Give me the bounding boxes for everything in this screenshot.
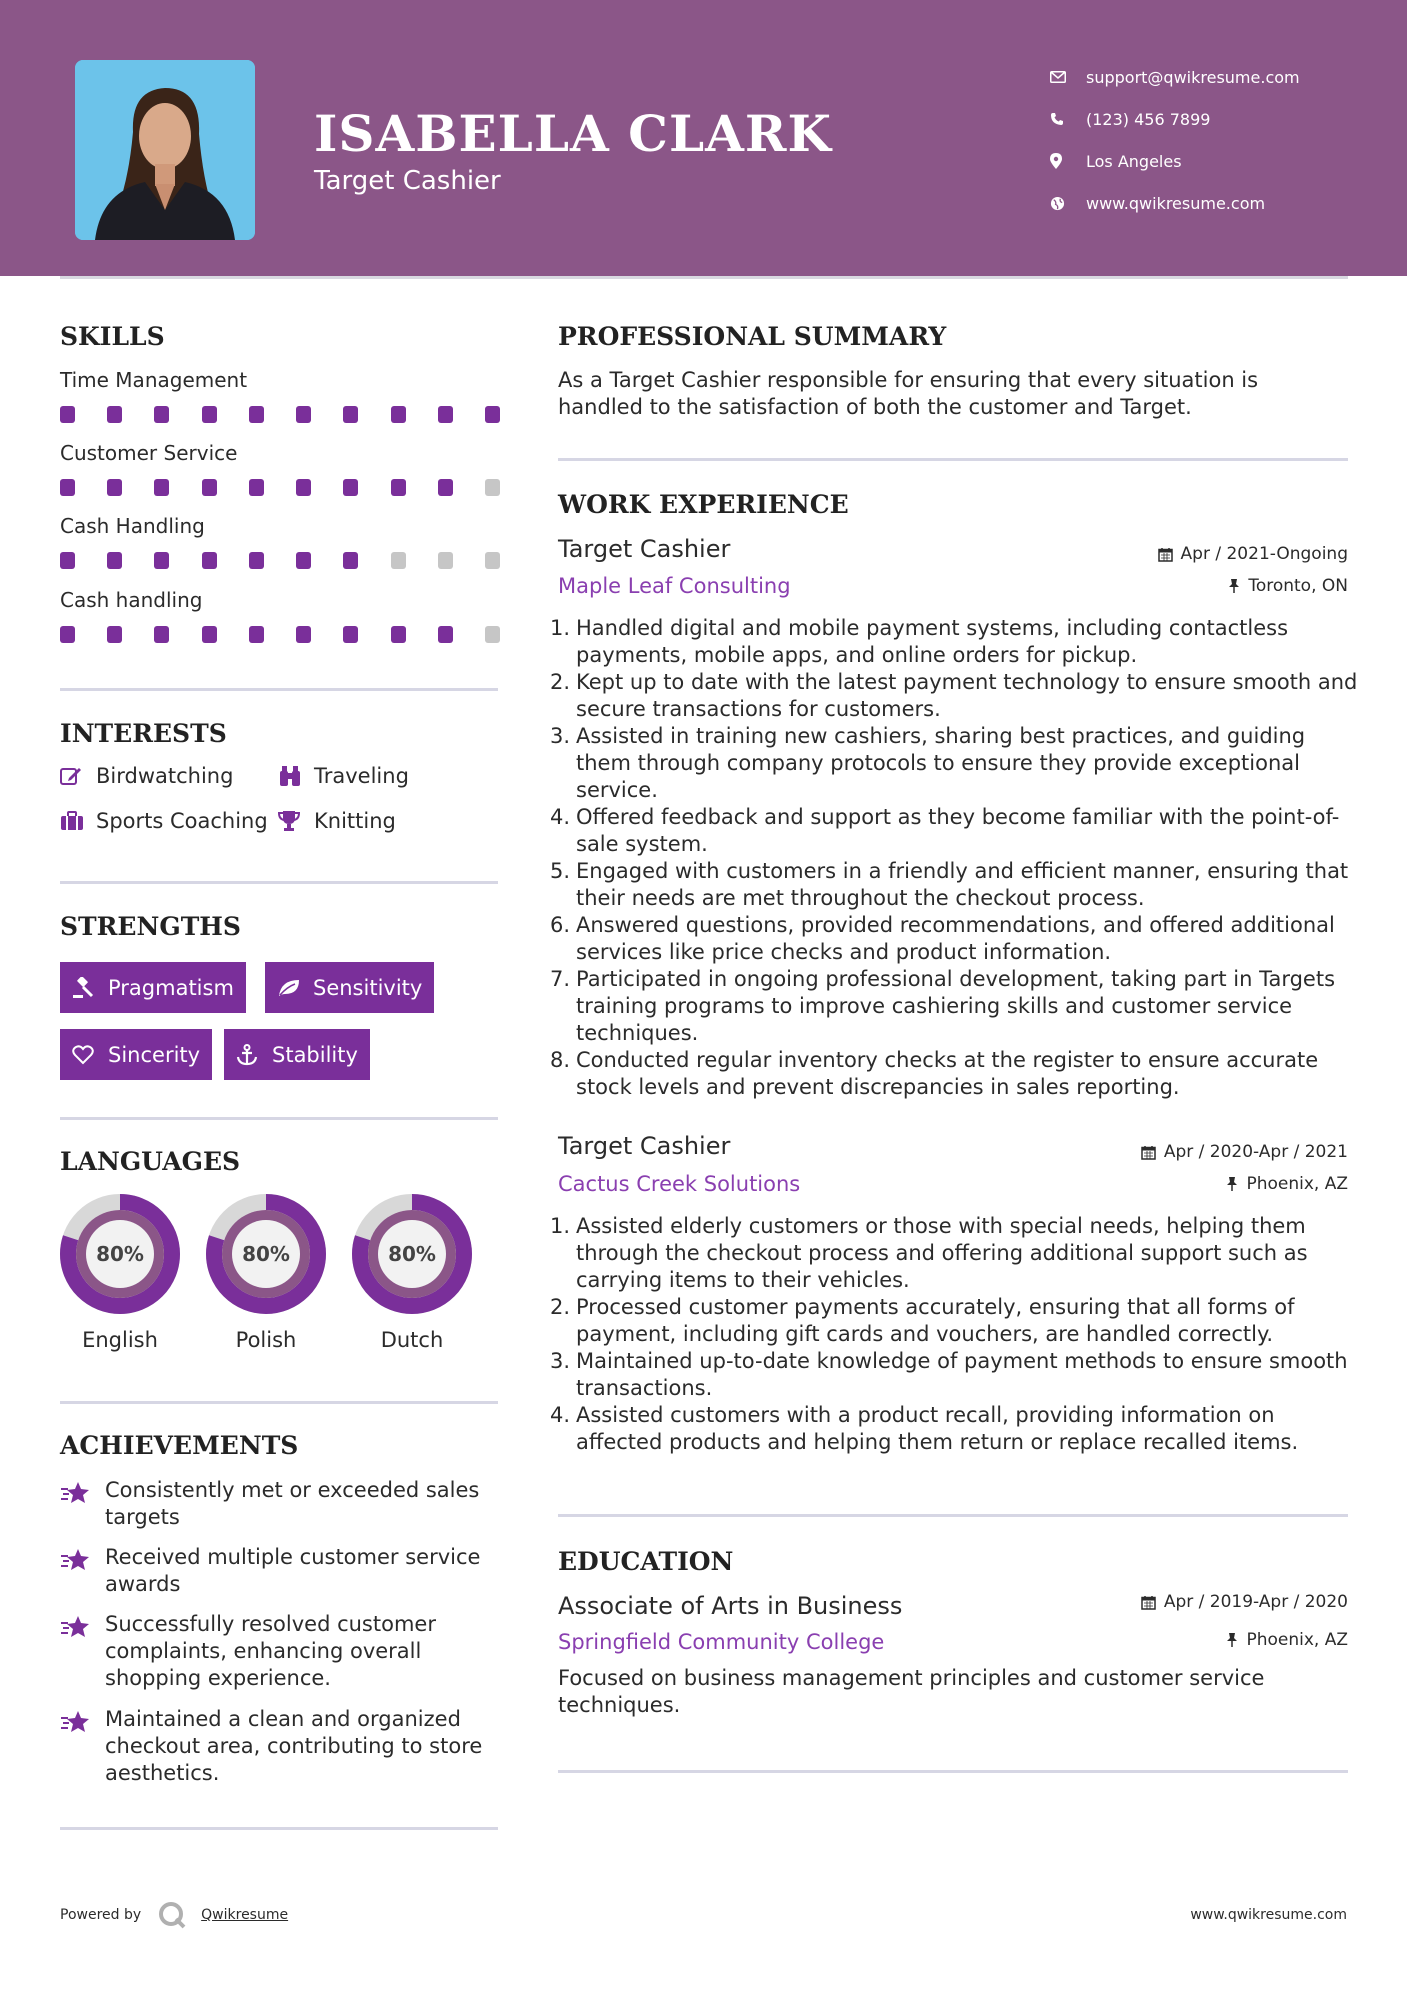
job-bullet — [550, 1294, 1358, 1348]
interest-item — [278, 764, 409, 788]
bullet-number: 6. — [550, 913, 571, 937]
bullet-number: 7. — [550, 967, 571, 991]
contact-website-text: www.qwikresume.com — [1086, 193, 1266, 213]
education-dates — [1141, 1592, 1348, 1612]
job-dates — [1158, 544, 1348, 564]
skill-rating-dot — [60, 479, 75, 496]
bullet-text: Assisted customers with a product recall, providing information on affected products and helping them return or replace recalled items. — [576, 1403, 1299, 1454]
education-heading: EDUCATION — [558, 1547, 734, 1576]
education-degree: Associate of Arts in Business — [558, 1592, 903, 1620]
contact-location — [1050, 140, 1300, 182]
bullet-number: 5. — [550, 859, 571, 883]
education-location — [1226, 1630, 1348, 1650]
bullet-text: Assisted in training new cashiers, sharing best practices, and guiding them through company protocols to ensure they provide exceptional service. — [576, 724, 1306, 802]
bullet-number: 3. — [550, 1349, 571, 1373]
interest-label: Sports Coaching — [96, 809, 268, 833]
interest-item — [60, 764, 233, 788]
strengths-heading: STRENGTHS — [60, 912, 241, 941]
skill-rating-dot — [202, 479, 217, 496]
skill-item — [60, 514, 500, 569]
skill-rating-dot — [485, 626, 500, 643]
candidate-title: Target Cashier — [314, 166, 501, 196]
phone-icon — [1050, 112, 1086, 126]
bullet-text: Kept up to date with the latest payment technology to ensure smooth and secure transactions for customers. — [576, 670, 1358, 721]
skill-rating-dot — [107, 626, 122, 643]
contact-website[interactable] — [1050, 182, 1300, 224]
skill-rating-dot — [249, 552, 264, 569]
strength-tag — [265, 962, 434, 1013]
job-location — [1228, 576, 1348, 596]
skill-label: Time Management — [60, 368, 248, 392]
education-description: Focused on business management principles and customer service techniques. — [558, 1666, 1265, 1717]
job-bullet — [550, 966, 1358, 1047]
language-name: Polish — [235, 1328, 297, 1352]
achievement-item — [60, 1477, 500, 1531]
powered-by-text: Powered by — [60, 1907, 142, 1923]
skill-rating — [60, 479, 500, 496]
skill-rating-dot — [391, 626, 406, 643]
skill-rating-dot — [60, 626, 75, 643]
pushpin-icon — [1226, 1632, 1238, 1648]
job-location-text: Phoenix, AZ — [1246, 1174, 1348, 1194]
skill-rating-dot — [438, 406, 453, 423]
skill-label: Cash handling — [60, 588, 203, 612]
skill-rating-dot — [343, 626, 358, 643]
job-location-text: Toronto, ON — [1248, 576, 1348, 596]
skill-item — [60, 588, 500, 643]
skill-rating-dot — [60, 552, 75, 569]
contact-list — [1050, 56, 1300, 224]
pushpin-icon — [1228, 578, 1240, 594]
skill-rating-dot — [438, 626, 453, 643]
binoculars-icon — [278, 765, 314, 787]
language-item — [58, 1192, 182, 1352]
skill-rating-dot — [107, 552, 122, 569]
calendar-icon — [1141, 1595, 1156, 1610]
profile-photo — [75, 60, 255, 240]
skill-rating — [60, 552, 500, 569]
achievement-item — [60, 1611, 500, 1692]
skill-rating-dot — [391, 406, 406, 423]
skill-rating-dot — [485, 552, 500, 569]
skill-rating-dot — [154, 552, 169, 569]
job-company: Maple Leaf Consulting — [558, 574, 791, 598]
job-company: Cactus Creek Solutions — [558, 1172, 801, 1196]
bullet-number: 1. — [550, 1214, 571, 1238]
star-icon — [60, 1477, 105, 1531]
language-name: English — [82, 1328, 158, 1352]
job-title: Target Cashier — [558, 1132, 731, 1160]
contact-location-text: Los Angeles — [1086, 151, 1182, 171]
skill-rating-dot — [202, 626, 217, 643]
interests-divider — [60, 881, 498, 884]
bullet-number: 4. — [550, 805, 571, 829]
skill-rating-dot — [249, 406, 264, 423]
bullet-text: Participated in ongoing professional development, taking part in Targets training programs to improve cashiering skills and customer service techniques. — [576, 967, 1336, 1045]
skill-rating-dot — [60, 406, 75, 423]
skill-label: Cash Handling — [60, 514, 205, 538]
contact-phone-text: (123) 456 7899 — [1086, 109, 1211, 129]
skill-rating-dot — [438, 552, 453, 569]
anchor-icon — [236, 1044, 272, 1066]
skill-rating-dot — [391, 479, 406, 496]
achievements-divider — [60, 1827, 498, 1830]
education-location-text: Phoenix, AZ — [1246, 1630, 1348, 1650]
globe-icon — [1050, 196, 1086, 211]
bullet-text: Engaged with customers in a friendly and efficient manner, ensuring that their needs are met throughout the checkout process. — [576, 859, 1349, 910]
strength-label: Pragmatism — [108, 975, 234, 1000]
skill-rating-dot — [107, 479, 122, 496]
bullet-number: 4. — [550, 1403, 571, 1427]
skill-rating-dot — [202, 552, 217, 569]
languages-divider — [60, 1401, 498, 1404]
strength-label: Stability — [272, 1042, 358, 1067]
skills-divider — [60, 688, 498, 691]
bullet-text: Assisted elderly customers or those with special needs, helping them through the checkout process and offering additional support such as carrying items to their vehicles. — [576, 1214, 1308, 1292]
skill-rating-dot — [249, 626, 264, 643]
strength-tag — [60, 1029, 212, 1080]
summary-heading: PROFESSIONAL SUMMARY — [558, 322, 947, 351]
job-dates-text: Apr / 2021-Ongoing — [1180, 544, 1348, 564]
language-percent: 80% — [242, 1242, 290, 1266]
trophy-icon — [278, 810, 314, 832]
bullet-number: 3. — [550, 724, 571, 748]
skills-heading: SKILLS — [60, 322, 165, 351]
job-bullet — [550, 615, 1358, 669]
skill-rating-dot — [296, 479, 311, 496]
candidate-name: ISABELLA CLARK — [314, 104, 832, 163]
strength-tag — [60, 962, 246, 1013]
job-bullet — [550, 804, 1358, 858]
bullet-text: Offered feedback and support as they become familiar with the point-of-sale system. — [576, 805, 1340, 856]
job-dates — [1141, 1142, 1348, 1162]
qwikresume-link[interactable]: Qwikresume — [201, 1907, 289, 1923]
resume-header — [0, 0, 1407, 276]
job-title: Target Cashier — [558, 535, 731, 563]
skill-rating-dot — [154, 479, 169, 496]
strength-tag — [224, 1029, 370, 1080]
contact-email[interactable] — [1050, 56, 1300, 98]
bullet-number: 2. — [550, 670, 571, 694]
experience-divider — [558, 1514, 1348, 1517]
strengths-divider — [60, 1117, 498, 1120]
language-item — [350, 1192, 474, 1352]
skill-rating-dot — [485, 479, 500, 496]
envelope-icon — [1050, 71, 1086, 83]
skill-item — [60, 368, 500, 423]
language-percent: 80% — [388, 1242, 436, 1266]
achievement-text: Consistently met or exceeded sales targets — [105, 1478, 480, 1529]
achievement-text: Maintained a clean and organized checkout area, contributing to store aesthetics. — [105, 1707, 483, 1785]
interest-label: Knitting — [314, 809, 396, 833]
edit-icon — [60, 766, 96, 786]
summary-divider — [558, 458, 1348, 461]
briefcase-icon — [60, 811, 96, 831]
skill-rating-dot — [343, 406, 358, 423]
footer-powered-by — [60, 1900, 288, 1930]
achievement-text: Received multiple customer service awards — [105, 1545, 481, 1596]
job-bullet-list — [550, 615, 1358, 1101]
strength-label: Sincerity — [108, 1042, 201, 1067]
bullet-text: Answered questions, provided recommendations, and offered additional services like price checks and product information. — [576, 913, 1335, 964]
interest-item — [278, 809, 396, 833]
skill-rating-dot — [296, 552, 311, 569]
star-icon — [60, 1706, 105, 1787]
achievement-item — [60, 1706, 500, 1787]
strength-label: Sensitivity — [313, 975, 423, 1000]
skill-rating-dot — [485, 406, 500, 423]
job-location — [1226, 1174, 1348, 1194]
interest-item — [60, 809, 268, 833]
bullet-text: Processed customer payments accurately, ensuring that all forms of payment, including gift cards and vouchers, are handled correctly. — [576, 1295, 1295, 1346]
star-icon — [60, 1544, 105, 1598]
job-bullet — [550, 723, 1358, 804]
pushpin-icon — [1226, 1176, 1238, 1192]
qwikresume-logo-icon — [157, 1900, 187, 1930]
job-bullet — [550, 1402, 1358, 1456]
education-dates-text: Apr / 2019-Apr / 2020 — [1163, 1592, 1348, 1612]
interest-label: Traveling — [314, 764, 409, 788]
header-divider — [60, 276, 1348, 279]
leaf-icon — [277, 978, 313, 998]
job-bullet-list — [550, 1213, 1358, 1456]
job-bullet — [550, 1047, 1358, 1101]
job-bullet — [550, 1348, 1358, 1402]
skill-rating-dot — [343, 479, 358, 496]
job-bullet — [550, 669, 1358, 723]
skill-rating-dot — [438, 479, 453, 496]
skill-rating-dot — [296, 626, 311, 643]
gavel-icon — [72, 977, 108, 999]
skill-rating-dot — [202, 406, 217, 423]
job-bullet — [550, 858, 1358, 912]
contact-phone[interactable] — [1050, 98, 1300, 140]
interest-label: Birdwatching — [96, 764, 234, 788]
language-name: Dutch — [380, 1328, 444, 1352]
bullet-text: Conducted regular inventory checks at the register to ensure accurate stock levels and prevent discrepancies in sales reporting. — [576, 1048, 1319, 1099]
education-school: Springfield Community College — [558, 1630, 885, 1654]
skill-rating-dot — [107, 406, 122, 423]
skill-rating — [60, 626, 500, 643]
bullet-number: 8. — [550, 1048, 571, 1072]
summary-text: As a Target Cashier responsible for ensuring that every situation is handled to the satisfaction of both the customer and Target. — [558, 368, 1259, 419]
skill-rating — [60, 406, 500, 423]
skill-label: Customer Service — [60, 441, 238, 465]
map-pin-icon — [1050, 153, 1086, 169]
star-icon — [60, 1611, 105, 1692]
languages-heading: LANGUAGES — [60, 1147, 241, 1176]
achievements-heading: ACHIEVEMENTS — [60, 1431, 299, 1460]
calendar-icon — [1141, 1145, 1156, 1160]
bullet-number: 1. — [550, 616, 571, 640]
calendar-icon — [1158, 547, 1173, 562]
language-percent: 80% — [96, 1242, 144, 1266]
language-progress-ring — [350, 1192, 474, 1316]
interests-heading: INTERESTS — [60, 719, 227, 748]
education-divider — [558, 1770, 1348, 1773]
skill-rating-dot — [249, 479, 264, 496]
experience-heading: WORK EXPERIENCE — [558, 490, 849, 519]
achievement-item — [60, 1544, 500, 1598]
job-dates-text: Apr / 2020-Apr / 2021 — [1163, 1142, 1348, 1162]
skill-rating-dot — [296, 406, 311, 423]
skill-item — [60, 441, 500, 496]
language-item — [204, 1192, 328, 1352]
job-bullet — [550, 1213, 1358, 1294]
skill-rating-dot — [391, 552, 406, 569]
bullet-number: 2. — [550, 1295, 571, 1319]
bullet-text: Maintained up-to-date knowledge of payment methods to ensure smooth transactions. — [576, 1349, 1348, 1400]
bullet-text: Handled digital and mobile payment systems, including contactless payments, mobile apps, and online orders for pickup. — [576, 616, 1289, 667]
heart-icon — [72, 1045, 108, 1065]
footer-website[interactable]: www.qwikresume.com — [1190, 1907, 1347, 1923]
language-progress-ring — [58, 1192, 182, 1316]
job-bullet — [550, 912, 1358, 966]
skill-rating-dot — [154, 626, 169, 643]
contact-email-text: support@qwikresume.com — [1086, 67, 1300, 87]
skill-rating-dot — [154, 406, 169, 423]
skill-rating-dot — [343, 552, 358, 569]
achievement-text: Successfully resolved customer complaints, enhancing overall shopping experience. — [105, 1612, 436, 1690]
language-progress-ring — [204, 1192, 328, 1316]
